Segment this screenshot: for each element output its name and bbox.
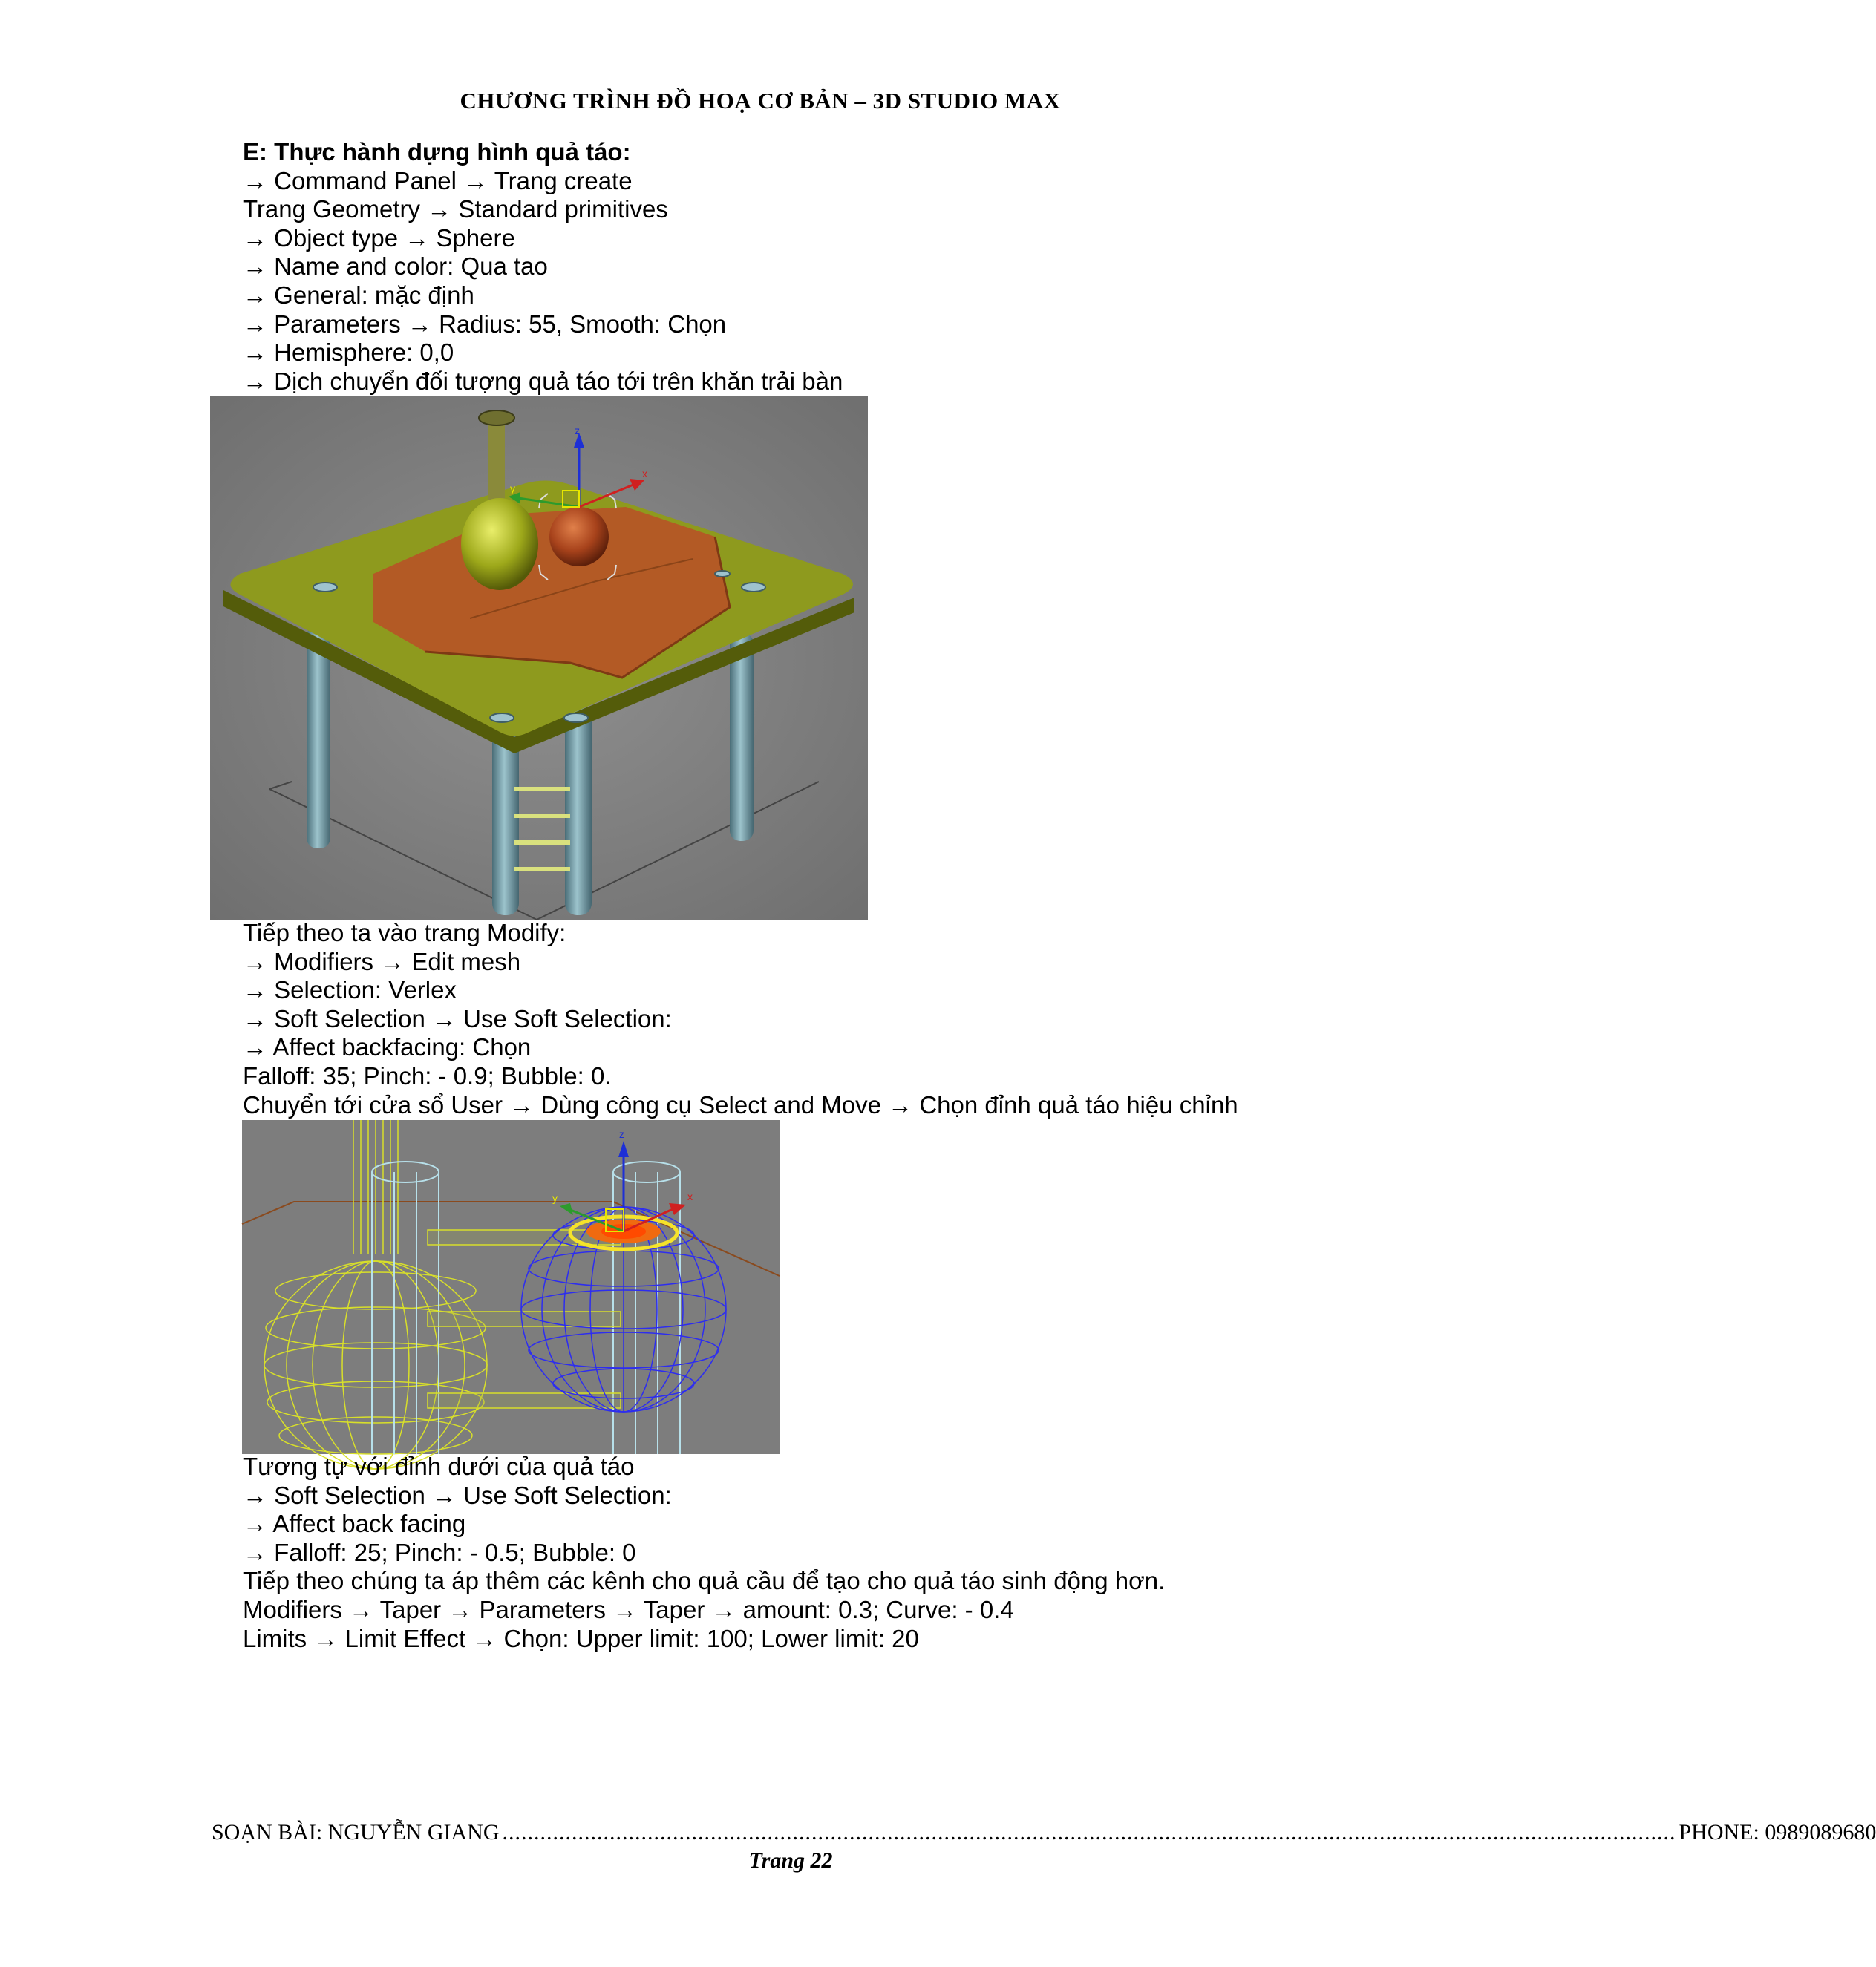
step-line: → Dịch chuyển đối tượng quả táo tới trên khăn trải bàn: [243, 367, 843, 395]
step-line: → Soft Selection → Use Soft Selection:: [243, 1004, 672, 1032]
step-line: Tương tự với đỉnh dưới của quả táo: [243, 1453, 635, 1480]
axis-label-y: y: [552, 1192, 558, 1204]
step-line: → Hemisphere: 0,0: [243, 338, 454, 367]
axis-label-y: y: [510, 482, 515, 494]
step-line: → Affect back facing: [243, 1510, 466, 1538]
axis-label-z: z: [575, 425, 580, 436]
footer-phone: PHONE: 0989089680: [1679, 1820, 1876, 1845]
red-apple: [549, 507, 609, 566]
section-sphere-steps: [243, 138, 1356, 396]
step-line: Tiếp theo ta vào trang Modify:: [243, 919, 566, 946]
viewport-render-table-apple: [210, 396, 868, 920]
page-header: CHƯƠNG TRÌNH ĐỒ HOẠ CƠ BẢN – 3D STUDIO MAX: [460, 88, 1061, 114]
section-taper-steps: [243, 1453, 1356, 1653]
step-line: → Falloff: 25; Pinch: - 0.5; Bubble: 0: [243, 1538, 636, 1566]
table-leg: [307, 626, 330, 848]
table-leg: [730, 633, 754, 841]
step-line: Trang Geometry → Standard primitives: [243, 195, 668, 223]
table-leg: [565, 707, 592, 915]
step-line: → Command Panel → Trang create: [243, 166, 633, 194]
step-line: → Name and color: Qua tao: [243, 252, 548, 281]
step-line: Chuyển tới cửa sổ User → Dùng công cụ Select and Move → Chọn đỉnh quả táo hiệu chỉnh: [243, 1090, 1238, 1119]
axis-label-z: z: [619, 1128, 624, 1140]
step-line: → Object type → Sphere: [243, 223, 515, 252]
axis-label-x: x: [687, 1191, 693, 1202]
step-line: → Soft Selection → Use Soft Selection:: [243, 1481, 672, 1509]
step-line: Limits → Limit Effect → Chọn: Upper limit: 100; Lower limit: 20: [243, 1624, 919, 1652]
page-number: Trang 22: [748, 1848, 833, 1873]
bottle: [488, 418, 505, 507]
axis-label-x: x: [642, 468, 647, 480]
step-line: → Selection: Verlex: [243, 976, 457, 1004]
footer-leader-dots: ..........................................................................................................................................................................................: [502, 1820, 1676, 1845]
step-line: → Affect backfacing: Chọn: [243, 1033, 532, 1061]
step-line: Falloff: 35; Pinch: - 0.9; Bubble: 0.: [243, 1061, 612, 1090]
section-modify-steps: [243, 919, 1356, 1119]
viewport-wireframe-apple: [242, 1120, 780, 1454]
footer-author: SOẠN BÀI: NGUYỄN GIANG: [212, 1820, 500, 1845]
step-line: → General: mặc định: [243, 281, 474, 309]
step-line: Modifiers → Taper → Parameters → Taper → amount: 0.3; Curve: - 0.4: [243, 1595, 1014, 1623]
step-line: Tiếp theo chúng ta áp thêm các kênh cho quả cầu để tạo cho quả táo sinh động hơn.: [243, 1567, 1166, 1595]
green-apple: [461, 498, 538, 590]
step-line: → Modifiers → Edit mesh: [243, 947, 521, 975]
step-line: → Parameters → Radius: 55, Smooth: Chọn: [243, 310, 727, 338]
section-heading: E: Thực hành dựng hình quả táo:: [243, 138, 631, 166]
page-footer: [212, 1820, 1876, 1845]
